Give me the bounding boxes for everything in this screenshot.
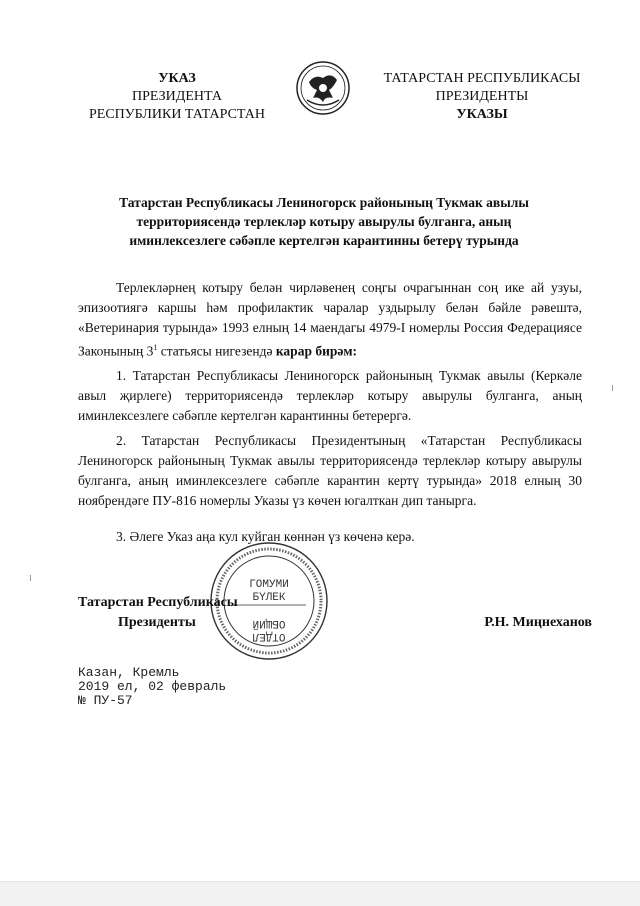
- signatory-title: [78, 593, 258, 633]
- clause-2: 2. Татарстан Республикасы Президентының «Татарстан Республикасы Лениногорск районының Тукмак авылы территориясендә терлекләр котыру авырулы булганга, аның иминлексезлеге сәбәпле карантин кертү турында» 2018 елның 30 ноябрендәге ПУ-816 номерлы Указы үз көчен югалткан дип танырга.: [78, 433, 582, 508]
- scan-speck: [30, 575, 31, 581]
- signatory-title-line-1: Татарстан Республикасы: [78, 595, 238, 610]
- preamble-paragraph: [78, 278, 582, 362]
- header-right-line-2: ПРЕЗИДЕНТЫ: [435, 89, 529, 104]
- header-left-line-2: ПРЕЗИДЕНТА: [132, 89, 222, 104]
- header-left-line-1: УКАЗ: [158, 71, 196, 86]
- document-meta: [78, 666, 226, 708]
- clause-1: 1. Татарстан Республикасы Лениногорск районының Тукмак авылы (Керкәле авыл җирлеге) территориясендә терлекләр котыру авырулы булганга, аның иминлексезлеге сәбәпле кертелгән карантинны бетерергә.: [78, 368, 582, 423]
- title-line-2: территориясендә терлекләр котыру авырулы булганга, аның: [136, 214, 512, 229]
- document-title: [80, 193, 568, 250]
- clause-3: 3. Әлеге Указ аңа кул куйган көннән үз көченә керә.: [116, 529, 415, 544]
- stamp-line-2: БҮЛЕК: [252, 592, 286, 604]
- article-superscript: 1: [153, 343, 158, 352]
- header-right-line-3: УКАЗЫ: [456, 107, 508, 122]
- signatory-name: Р.Н. Миңнеханов: [484, 615, 592, 630]
- meta-place: Казан, Кремль: [78, 665, 180, 680]
- stamp-line-3: ОБЩИЙ: [252, 617, 286, 629]
- stamp-line-4: ОТДЕЛ: [252, 630, 286, 642]
- title-line-3: иминлексезлеге сәбәпле кертелгән карантинны бетерү турында: [129, 233, 519, 248]
- preamble-tail: статьясы нигезендә: [157, 343, 276, 359]
- title-line-1: Татарстан Республикасы Лениногорск районының Тукмак авылы: [119, 195, 529, 210]
- meta-date: 2019 ел, 02 февраль: [78, 679, 227, 694]
- coat-of-arms-emblem: [295, 60, 351, 116]
- header-right-line-1: ТАТАРСТАН РЕСПУБЛИКАСЫ: [383, 71, 581, 86]
- header-left-line-3: РЕСПУБЛИКИ ТАТАРСТАН: [88, 107, 265, 122]
- meta-number: № ПУ-57: [78, 693, 133, 708]
- stamp-line-1: ГОМУМИ: [249, 579, 289, 591]
- header-tatar: [367, 70, 597, 124]
- decree-phrase: карар бирәм:: [275, 343, 358, 359]
- header-russian: [77, 70, 277, 124]
- signatory-title-line-2: Президенты: [118, 615, 196, 630]
- preamble-text: Терлекләрнең котыру белән чирләвенең соңгы очрагыннан соң ике ай узуы, эпизоотиягә каршы һәм профилактик чаралар уздырылу белән бәйле рәвештә, «Ветеринария турында» 1993 елның 14 маендагы 4979-I номерлы Россия Федерациясе Законының 3: [78, 280, 582, 359]
- scan-edge: [0, 881, 640, 906]
- scan-speck: [612, 385, 613, 391]
